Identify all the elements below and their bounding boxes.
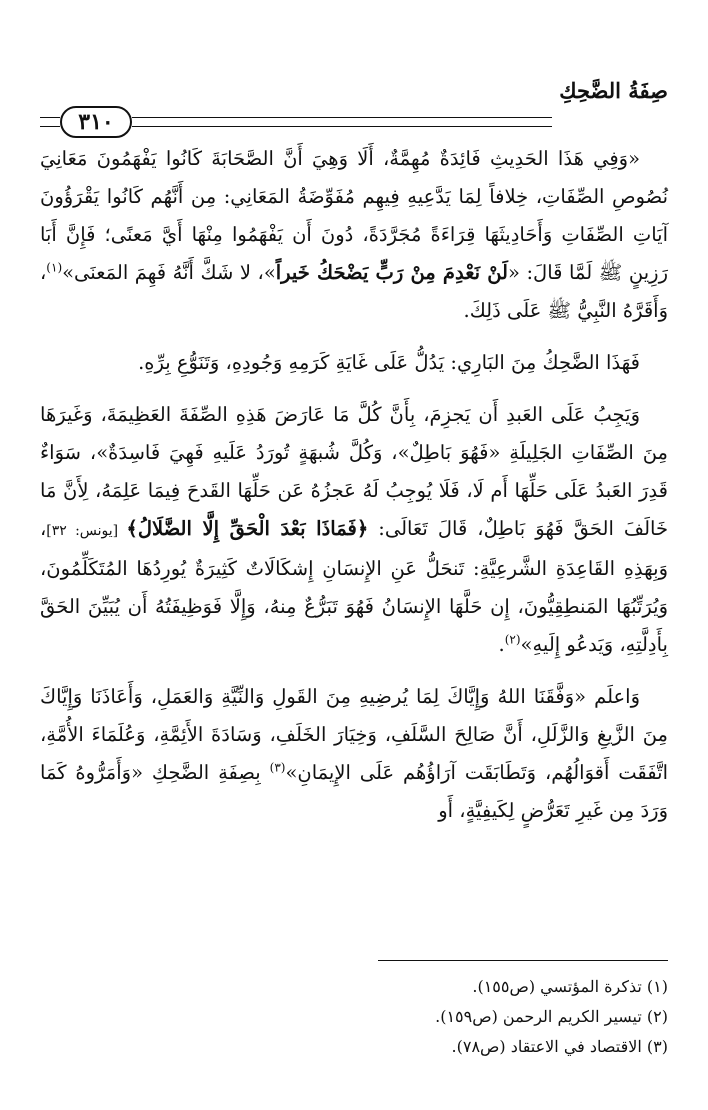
text-segment: . — [498, 633, 505, 656]
body-text — [40, 140, 668, 844]
text-segment: وَاعلَم «وَفَّقَنَا اللهُ وَإِيَّاكَ لِمَا يُرضِيهِ مِنَ القَولِ وَالنِّيَّةِ وَالعَمَلِ، وَأَعَاذَنَا وَإِيَّاكَ مِنَ الزَّيغِ وَالزَّلَلِ، أَنَّ صَالِحَ السَّلَفِ، وَخِيَارَ الخَلَفِ، وَسَادَةَ الأَئِمَّةِ، وَعُلَمَاءَ الأُمَّةِ، اتَّفَقَت أَقوَالُهُم، وَتَطَابَقَت آرَاؤُهُم عَلَى الإِيمَانِ» — [40, 685, 668, 784]
verse-reference: [يونس: ٣٢] — [46, 523, 127, 539]
ornament-lines-left — [40, 117, 60, 127]
footnotes — [40, 972, 668, 1062]
text-segment: فَهَذَا الضَّحِكُ مِنَ البَارِي: يَدُلُّ عَلَى غَايَةِ كَرَمِهِ وَجُودِهِ، وَتَنَوُّعِ بِرِّهِ. — [138, 351, 640, 374]
text-segment: «وَفِي هَذَا الحَدِيثِ فَائِدَةٌ مُهِمَّةٌ، أَلَا وَهِيَ أَنَّ الصَّحَابَةَ كَانُوا يَفْهَمُونَ مَعَانِيَ نُصُوصِ الصِّفَاتِ، خِلافاً لِمَا يَدَّعِيهِ فِيهِم مُفَوِّضَةُ المَعَانِي: مِن أَنَّهُم كَانُوا يَقْرَؤُونَ آيَاتِ الصِّفَاتِ وَأَحَادِيثَهَا قِرَاءَةً مُجَرَّدَةً، دُونَ أَن يَفْهَمُوا مِنْهَا أَيَّ مَعنًى؛ فَإِنَّ أَبَا رَزِينٍ ﷺ لَمَّا قَالَ: « — [40, 147, 668, 284]
paragraph — [40, 140, 668, 330]
footnote-item: (٢) تيسير الكريم الرحمن (ص١٥٩). — [435, 1007, 668, 1026]
text-segment: وَيَجِبُ عَلَى العَبدِ أَن يَجزِمَ، بِأَنَّ كُلَّ مَا عَارَضَ هَذِهِ الصِّفَةَ العَظِيمَةَ، وَغَيرَهَا مِنَ الصِّفَاتِ الجَلِيلَةِ «فَهُوَ بَاطِلٌ»، وَكُلَّ شُبهَةٍ تُورَدُ عَلَيهِ فَهِيَ فَاسِدَةٌ»، سَوَاءٌ قَدِرَ العَبدُ عَلَى حَلِّهَا أَم لَا، فَلَا يُوجِبُ لَهُ عَجزُهُ عَن حَلِّهَا القَدحَ فِيمَا عَلِمَهُ، لِأَنَّ مَا خَالَفَ الحَقَّ فَهُوَ بَاطِلٌ، قَالَ تَعَالَى: — [40, 403, 669, 540]
paragraph — [40, 396, 668, 664]
ornament-lines-right — [132, 117, 552, 127]
footnote-reference: (١) — [46, 260, 63, 275]
footnote-reference: (٣) — [269, 760, 286, 775]
footnote-divider — [378, 960, 668, 961]
text-segment: »، لا شَكَّ أَنَّهُ فَهِمَ المَعنَى» — [62, 261, 276, 284]
paragraph — [40, 344, 668, 382]
running-title: صِفَةُ الضَّحِكِ — [559, 78, 668, 103]
footnote-reference: (٢) — [504, 632, 521, 647]
page-number: ٣١٠ — [60, 106, 132, 138]
paragraph — [40, 678, 668, 830]
hadith-quote: لَنْ نَعْدِمَ مِنْ رَبٍّ يَضْحَكُ خَيراً — [275, 261, 508, 284]
page-number-ornament — [40, 106, 552, 138]
text-segment: ، وَبِهَذِهِ القَاعِدَةِ الشَّرعِيَّةِ: تَنحَلُّ عَنِ الإِنسَانِ إِشكَالَاتٌ كَثِيرَةٌ يُورِدُهَا المُتَكَلِّمُونَ، وَيُرَتِّبُهَا المَنطِقِيُّونَ، إِن حَلَّهَا الإِنسَانُ فَهُوَ تَبَرُّعٌ مِنهُ، وَإِلَّا فَوَظِيفَتُهُ أَن يُبَيِّنَ الحَقَّ بِأَدِلَّتِهِ، وَيَدعُو إِلَيهِ» — [40, 517, 668, 656]
footnote-item: (٣) الاقتصاد في الاعتقاد (ص٧٨). — [451, 1037, 668, 1056]
text-segment: بِصِفَةِ الضَّحِكِ «وَأَمَرُّوهُ كَمَا وَرَدَ مِن غَيرِ تَعَرُّضٍ لِكَيفِيَّةٍ، أَو — [40, 761, 668, 822]
text-segment: ، وَأَقَرَّهُ النَّبِيُّ ﷺ عَلَى ذَلِكَ. — [40, 261, 668, 322]
quran-verse: ﴿فَمَاذَا بَعْدَ الْحَقِّ إِلَّا الضَّلَالُ﴾ — [126, 517, 369, 540]
footnote-item: (١) تذكرة المؤتسي (ص١٥٥). — [472, 977, 668, 996]
